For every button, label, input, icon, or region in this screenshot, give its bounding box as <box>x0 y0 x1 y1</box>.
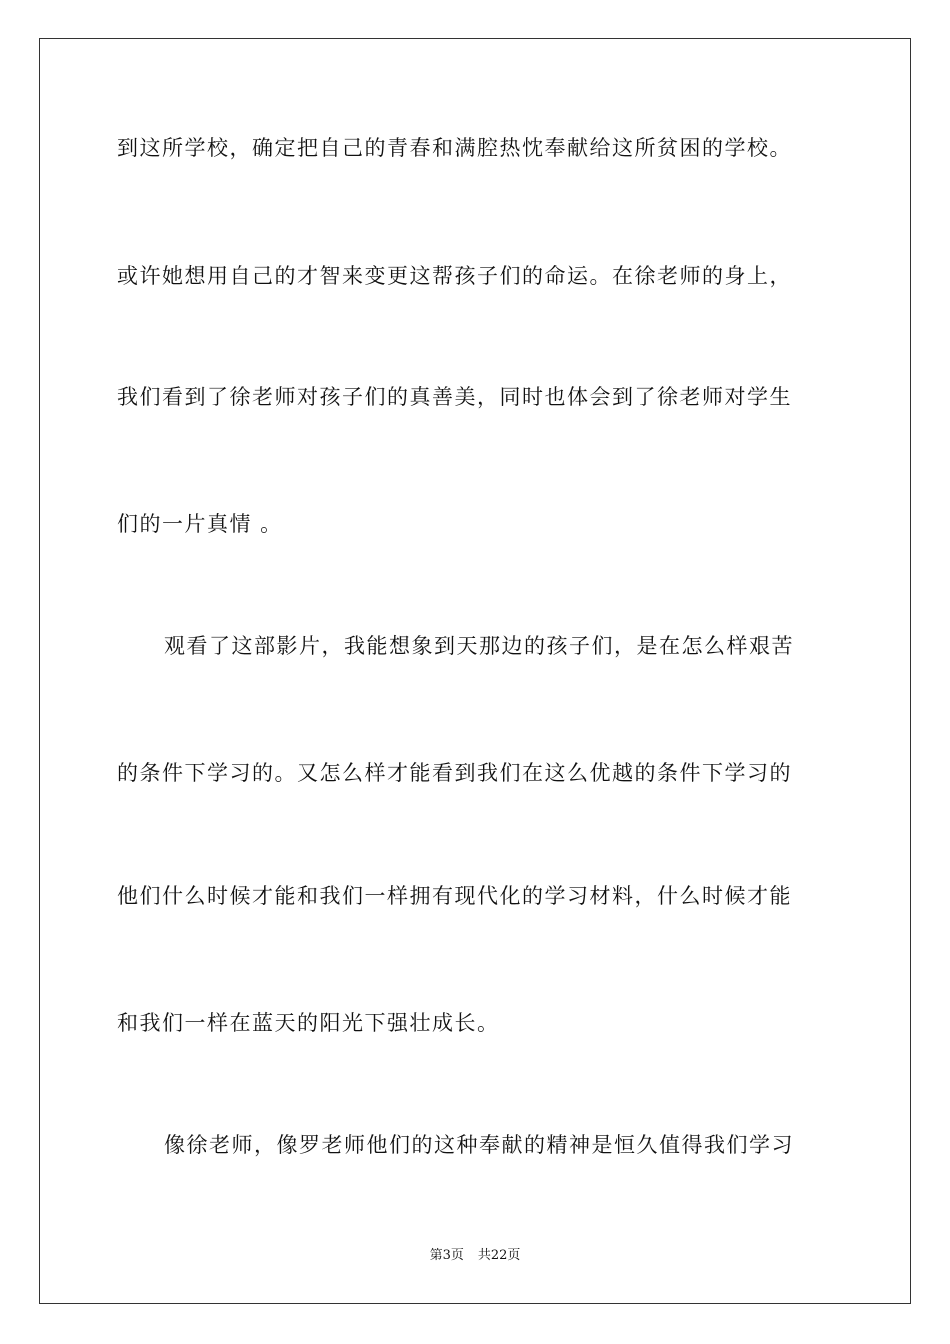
text-line-2: 或许她想用自己的才智来变更这帮孩子们的命运。在徐老师的身上， <box>117 264 792 288</box>
text-line-4: 们的一片真情 。 <box>117 512 283 536</box>
text-line-3: 我们看到了徐老师对孩子们的真善美，同时也体会到了徐老师对学生 <box>117 385 792 409</box>
current-page-label: 第3页 <box>429 1248 464 1263</box>
text-line-8: 和我们一样在蓝天的阳光下强壮成长。 <box>117 1011 500 1035</box>
paragraph-start-1: 观看了这部影片，我能想象到天那边的孩子们，是在怎么样艰苦 <box>164 634 794 658</box>
text-line-1: 到这所学校，确定把自己的青春和满腔热忱奉献给这所贫困的学校。 <box>117 136 792 160</box>
page-border <box>39 38 911 1304</box>
text-line-7: 他们什么时候才能和我们一样拥有现代化的学习材料，什么时候才能 <box>117 884 792 908</box>
page-footer <box>0 1247 950 1265</box>
text-line-6: 的条件下学习的。又怎么样才能看到我们在这么优越的条件下学习的 <box>117 761 792 785</box>
paragraph-start-2: 像徐老师，像罗老师他们的这种奉献的精神是恒久值得我们学习 <box>164 1133 794 1157</box>
total-pages-label: 共22页 <box>477 1248 521 1263</box>
